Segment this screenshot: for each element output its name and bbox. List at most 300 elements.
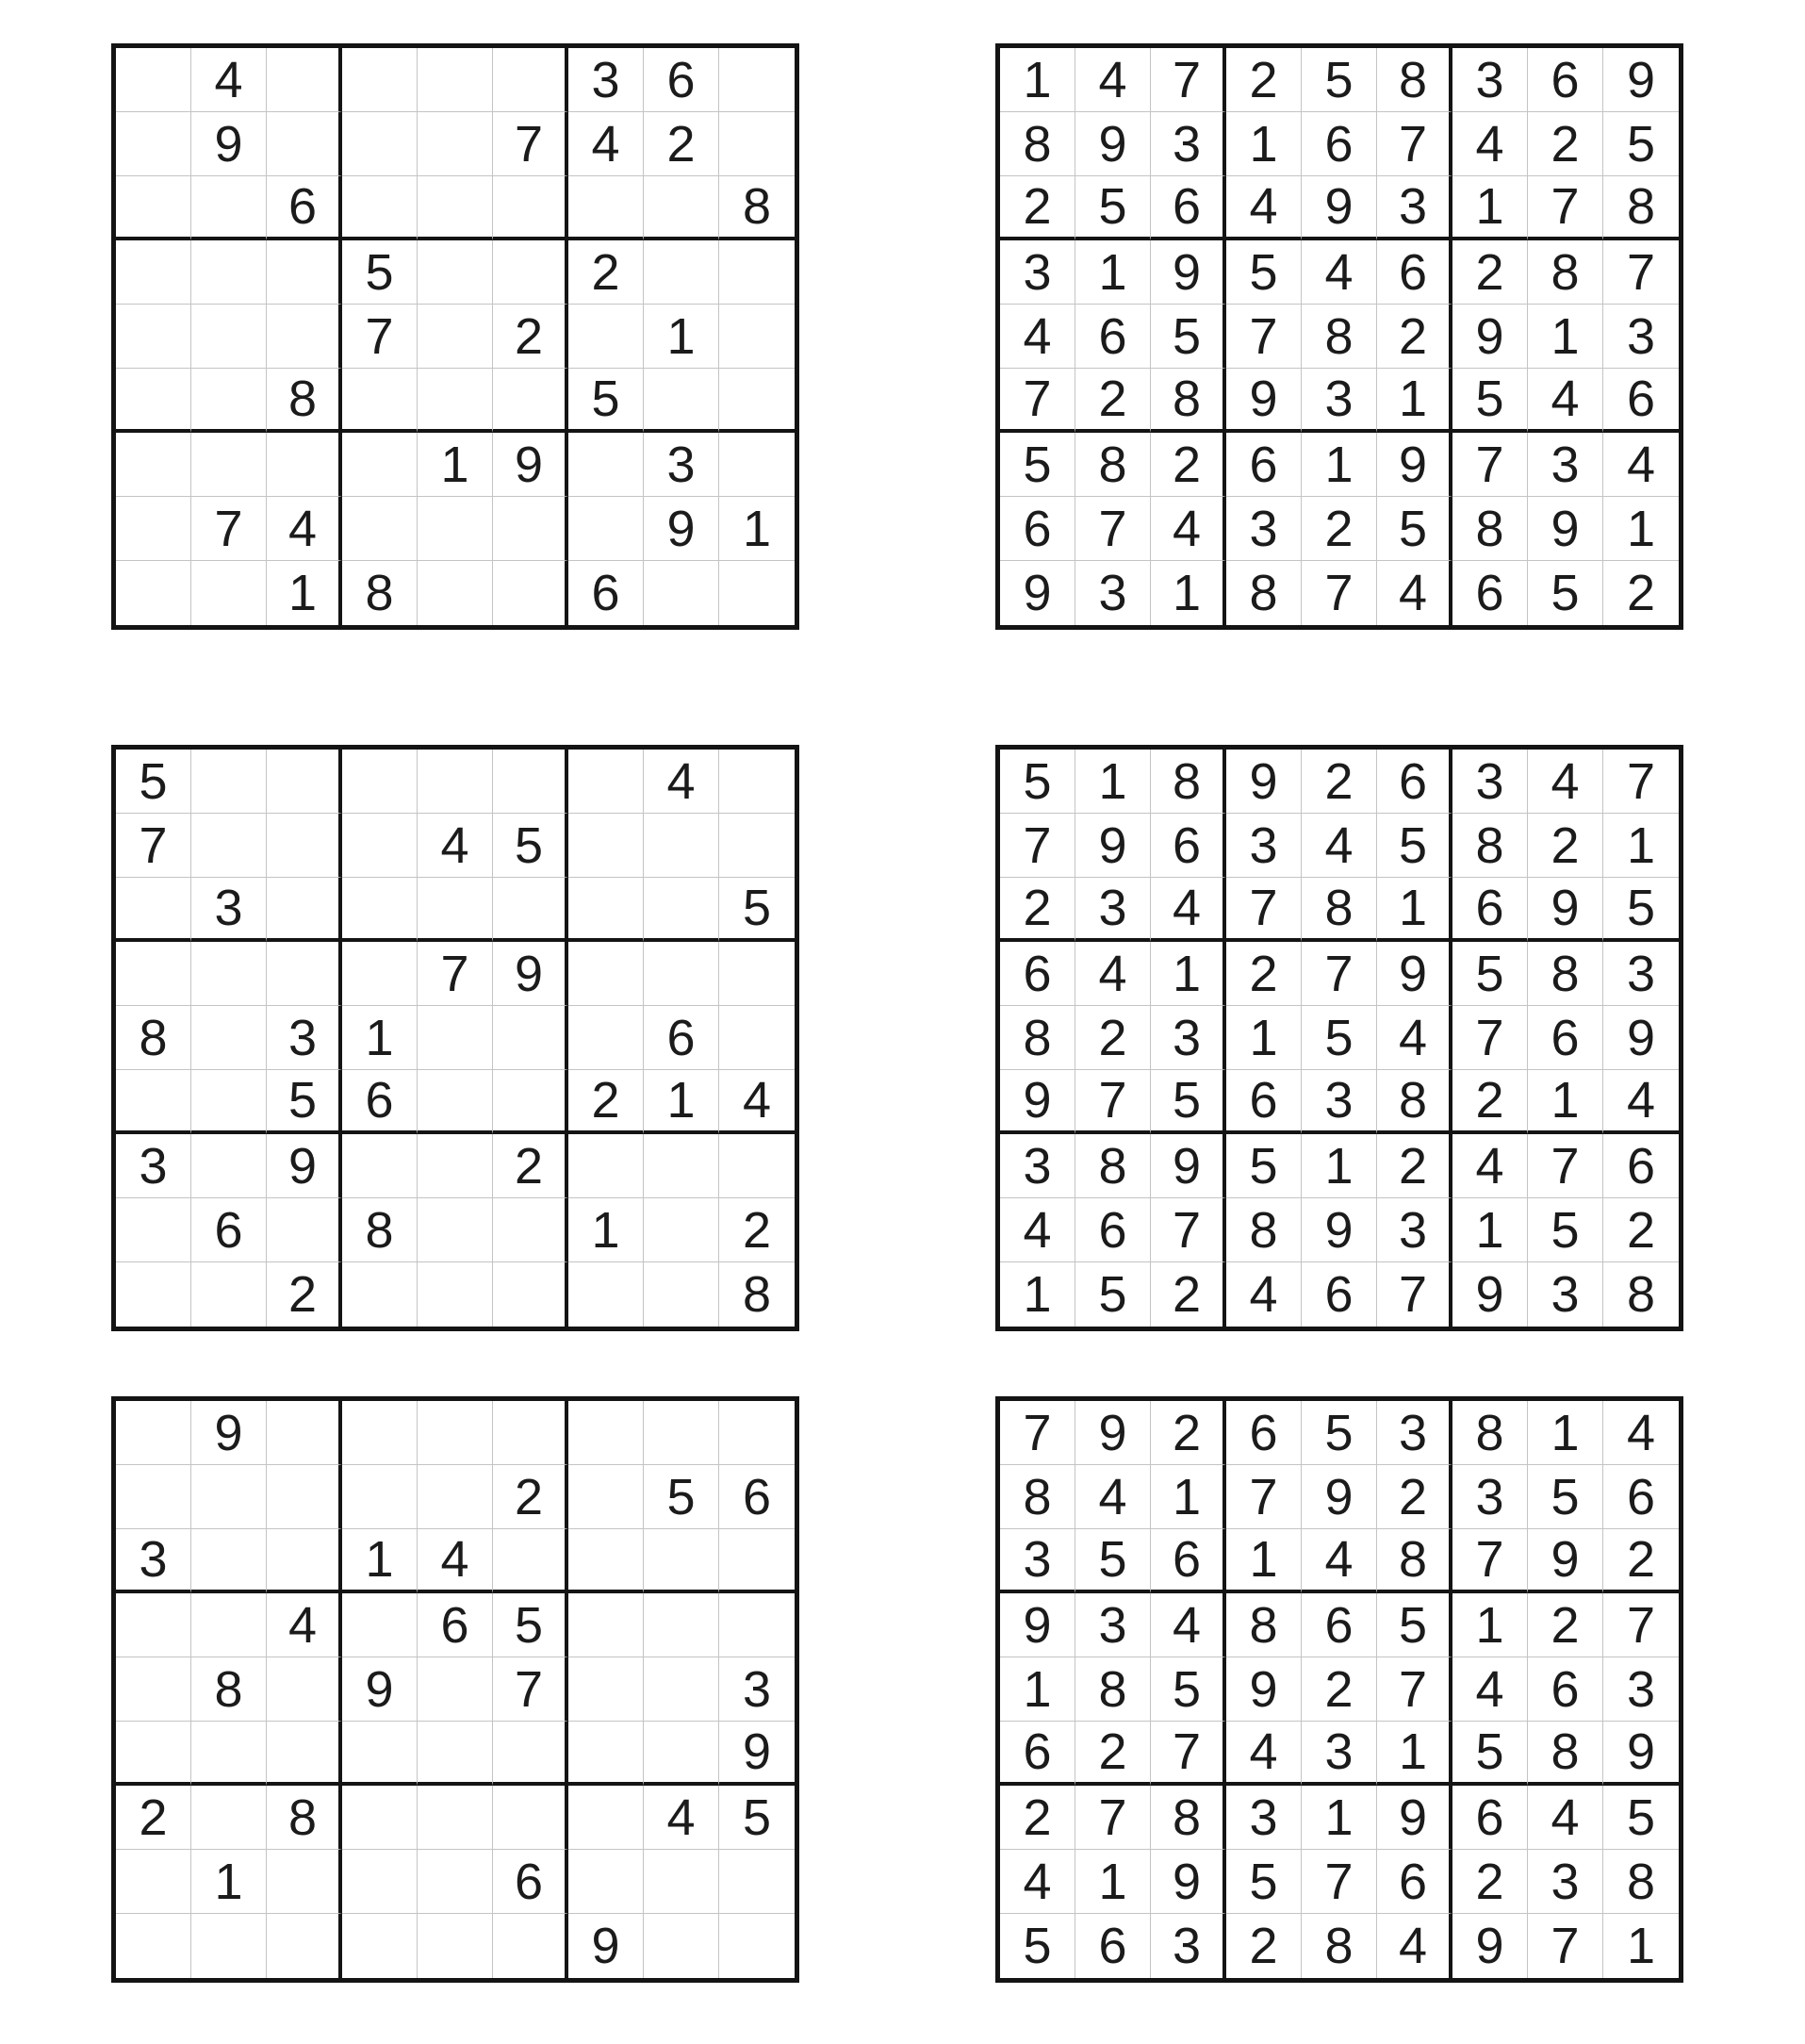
sudoku-cell-r4-c1: 3	[1000, 240, 1075, 305]
sudoku-cell-r9-c2: 5	[1075, 1262, 1151, 1327]
sudoku-cell-r5-c7: 7	[1452, 1006, 1528, 1070]
sudoku-cell-r4-c1: 6	[1000, 942, 1075, 1006]
sudoku-cell-r1-c5: 5	[1302, 48, 1377, 112]
sudoku-cell-r4-c1	[116, 942, 191, 1006]
sudoku-cell-r7-c2	[191, 1786, 267, 1850]
sudoku-cell-r5-c8: 6	[1528, 1657, 1603, 1722]
sudoku-cell-r6-c4: 9	[1226, 369, 1302, 433]
sudoku-cell-r4-c4: 5	[1226, 240, 1302, 305]
sudoku-cell-r5-c3	[267, 305, 342, 369]
sudoku-cell-r6-c5	[418, 1070, 493, 1134]
sudoku-cell-r7-c9	[719, 1134, 795, 1198]
sudoku-cell-r9-c5	[418, 1914, 493, 1978]
sudoku-cell-r5-c9: 9	[1603, 1006, 1679, 1070]
sudoku-cell-r6-c6	[493, 1722, 568, 1786]
sudoku-cell-r1-c6	[493, 750, 568, 814]
sudoku-cell-r9-c4: 2	[1226, 1914, 1302, 1978]
sudoku-cell-r6-c2	[191, 1070, 267, 1134]
sudoku-cell-r6-c9: 9	[719, 1722, 795, 1786]
sudoku-cell-r2-c4: 7	[1226, 1465, 1302, 1529]
sudoku-cell-r5-c6: 2	[493, 305, 568, 369]
puzzle-grid-1	[111, 43, 799, 630]
sudoku-cell-r4-c6: 9	[493, 942, 568, 1006]
sudoku-cell-r9-c8	[644, 1914, 719, 1978]
sudoku-cell-r4-c2: 1	[1075, 240, 1151, 305]
sudoku-cell-r1-c5: 2	[1302, 750, 1377, 814]
sudoku-cell-r7-c6: 9	[1377, 433, 1452, 497]
sudoku-cell-r5-c4: 9	[342, 1657, 418, 1722]
sudoku-cell-r1-c8	[644, 1401, 719, 1465]
sudoku-cell-r2-c3	[267, 814, 342, 878]
solution-grid-1	[995, 43, 1683, 630]
sudoku-cell-r1-c3	[267, 750, 342, 814]
sudoku-cell-r5-c7: 9	[1452, 305, 1528, 369]
sudoku-cell-r5-c4: 7	[1226, 305, 1302, 369]
sudoku-cell-r3-c3	[267, 1529, 342, 1593]
sudoku-cell-r4-c5	[418, 240, 493, 305]
sudoku-cell-r7-c5: 1	[1302, 1134, 1377, 1198]
sudoku-cell-r1-c5	[418, 48, 493, 112]
sudoku-cell-r5-c8: 1	[644, 305, 719, 369]
sudoku-cell-r5-c2	[191, 305, 267, 369]
sudoku-cell-r3-c7: 6	[1452, 878, 1528, 942]
sudoku-cell-r9-c3: 2	[1151, 1262, 1226, 1327]
sudoku-cell-r3-c5: 4	[1302, 1529, 1377, 1593]
sudoku-cell-r2-c5	[418, 1465, 493, 1529]
sudoku-cell-r9-c7: 9	[1452, 1914, 1528, 1978]
sudoku-cell-r8-c6: 3	[1377, 1198, 1452, 1262]
sudoku-cell-r9-c5	[418, 1262, 493, 1327]
sudoku-cell-r3-c3: 6	[267, 176, 342, 240]
sudoku-cell-r7-c6: 9	[493, 433, 568, 497]
sudoku-cell-r3-c1: 2	[1000, 176, 1075, 240]
sudoku-cell-r8-c3: 9	[1151, 1850, 1226, 1914]
sudoku-cell-r3-c4	[342, 878, 418, 942]
sudoku-cell-r8-c9: 1	[719, 497, 795, 561]
sudoku-cell-r3-c6: 3	[1377, 176, 1452, 240]
sudoku-cell-r6-c1: 9	[1000, 1070, 1075, 1134]
sudoku-cell-r1-c9	[719, 1401, 795, 1465]
sudoku-cell-r3-c5: 4	[418, 1529, 493, 1593]
sudoku-cell-r7-c8: 4	[1528, 1786, 1603, 1850]
sudoku-cell-r4-c3: 1	[1151, 942, 1226, 1006]
sudoku-cell-r4-c2: 4	[1075, 942, 1151, 1006]
sudoku-cell-r7-c6: 9	[1377, 1786, 1452, 1850]
sudoku-cell-r9-c4	[342, 1914, 418, 1978]
sudoku-cell-r8-c9: 1	[1603, 497, 1679, 561]
sudoku-cell-r1-c2: 1	[1075, 750, 1151, 814]
sudoku-cell-r7-c5	[418, 1786, 493, 1850]
sudoku-cell-r3-c7	[568, 176, 644, 240]
sudoku-cell-r7-c2: 8	[1075, 433, 1151, 497]
sudoku-cell-r8-c4: 3	[1226, 497, 1302, 561]
sudoku-cell-r2-c3: 6	[1151, 814, 1226, 878]
sudoku-cell-r5-c5	[418, 1657, 493, 1722]
sudoku-cell-r6-c4: 4	[1226, 1722, 1302, 1786]
sudoku-cell-r2-c8: 2	[644, 112, 719, 176]
sudoku-cell-r9-c1: 1	[1000, 1262, 1075, 1327]
sudoku-cell-r4-c8: 8	[1528, 240, 1603, 305]
sudoku-cell-r1-c4	[342, 1401, 418, 1465]
sudoku-cell-r9-c1	[116, 561, 191, 625]
sudoku-cell-r3-c9: 8	[719, 176, 795, 240]
sudoku-cell-r1-c3: 8	[1151, 750, 1226, 814]
sudoku-cell-r4-c9	[719, 240, 795, 305]
sudoku-cell-r4-c3: 9	[1151, 240, 1226, 305]
sudoku-cell-r1-c2: 9	[191, 1401, 267, 1465]
sudoku-cell-r8-c1: 4	[1000, 1850, 1075, 1914]
sudoku-cell-r7-c3	[267, 433, 342, 497]
sudoku-cell-r8-c9	[719, 1850, 795, 1914]
sudoku-cell-r9-c6	[493, 561, 568, 625]
sudoku-cell-r3-c9: 2	[1603, 1529, 1679, 1593]
sudoku-cell-r1-c9: 9	[1603, 48, 1679, 112]
sudoku-cell-r1-c7: 8	[1452, 1401, 1528, 1465]
sudoku-cell-r3-c3	[267, 878, 342, 942]
sudoku-cell-r2-c2	[191, 1465, 267, 1529]
sudoku-cell-r2-c3: 3	[1151, 112, 1226, 176]
sudoku-cell-r5-c8: 1	[1528, 305, 1603, 369]
sudoku-cell-r1-c3: 2	[1151, 1401, 1226, 1465]
sudoku-cell-r6-c7: 5	[568, 369, 644, 433]
sudoku-cell-r8-c4	[342, 1850, 418, 1914]
sudoku-cell-r8-c4: 8	[1226, 1198, 1302, 1262]
sudoku-cell-r2-c2	[191, 814, 267, 878]
sudoku-cell-r9-c4	[342, 1262, 418, 1327]
sudoku-cell-r3-c4	[342, 176, 418, 240]
sudoku-cell-r2-c9: 5	[1603, 112, 1679, 176]
sudoku-cell-r6-c9: 4	[719, 1070, 795, 1134]
sudoku-cell-r6-c4	[342, 369, 418, 433]
sudoku-cell-r8-c5	[418, 1850, 493, 1914]
sudoku-cell-r5-c7	[568, 305, 644, 369]
sudoku-cell-r8-c9: 2	[1603, 1198, 1679, 1262]
sudoku-cell-r1-c5	[418, 750, 493, 814]
sudoku-cell-r3-c4: 1	[342, 1529, 418, 1593]
sudoku-cell-r1-c9: 7	[1603, 750, 1679, 814]
sudoku-cell-r1-c4: 6	[1226, 1401, 1302, 1465]
sudoku-cell-r5-c9	[719, 305, 795, 369]
sudoku-cell-r7-c8: 7	[1528, 1134, 1603, 1198]
sudoku-cell-r4-c7: 5	[1452, 942, 1528, 1006]
sudoku-cell-r5-c8: 6	[1528, 1006, 1603, 1070]
solution-grid-2	[995, 745, 1683, 1331]
sudoku-cell-r5-c2: 8	[191, 1657, 267, 1722]
sudoku-cell-r8-c6: 6	[1377, 1850, 1452, 1914]
sudoku-cell-r9-c3: 1	[1151, 561, 1226, 625]
sudoku-cell-r4-c5: 4	[1302, 240, 1377, 305]
sudoku-cell-r6-c5: 3	[1302, 1070, 1377, 1134]
sudoku-cell-r6-c1: 6	[1000, 1722, 1075, 1786]
sudoku-cell-r7-c8: 3	[644, 433, 719, 497]
sudoku-cell-r5-c5	[418, 305, 493, 369]
sudoku-cell-r2-c6: 5	[493, 814, 568, 878]
sudoku-cell-r8-c7: 1	[1452, 1198, 1528, 1262]
sudoku-cell-r6-c7	[568, 1722, 644, 1786]
sudoku-cell-r7-c4: 6	[1226, 433, 1302, 497]
sudoku-cell-r6-c8: 8	[1528, 1722, 1603, 1786]
sudoku-cell-r3-c5: 8	[1302, 878, 1377, 942]
sudoku-cell-r3-c8	[644, 878, 719, 942]
sudoku-cell-r4-c8: 2	[1528, 1593, 1603, 1657]
sudoku-cell-r4-c2	[191, 1593, 267, 1657]
sudoku-cell-r1-c1: 1	[1000, 48, 1075, 112]
sudoku-cell-r9-c9: 1	[1626, 1918, 1656, 1974]
sudoku-cell-r9-c6: 4	[1377, 1914, 1452, 1978]
sudoku-cell-r2-c4	[342, 1465, 418, 1529]
sudoku-cell-r9-c1: 9	[1000, 561, 1075, 625]
sudoku-cell-r1-c3	[267, 1401, 342, 1465]
sudoku-cell-r5-c5	[418, 1006, 493, 1070]
sudoku-cell-r2-c4: 3	[1226, 814, 1302, 878]
sudoku-cell-r3-c9: 5	[1603, 878, 1679, 942]
sudoku-cell-r6-c2	[191, 1722, 267, 1786]
sudoku-cell-r1-c1: 5	[116, 750, 191, 814]
sudoku-cell-r2-c1: 7	[116, 814, 191, 878]
sudoku-cell-r8-c2: 1	[191, 1850, 267, 1914]
sudoku-cell-r2-c9: 6	[1603, 1465, 1679, 1529]
sudoku-cell-r7-c1: 5	[1000, 433, 1075, 497]
sudoku-cell-r8-c3	[267, 1850, 342, 1914]
sudoku-cell-r1-c7: 3	[1452, 48, 1528, 112]
sudoku-cell-r7-c3: 9	[1151, 1134, 1226, 1198]
sudoku-cell-r6-c2: 2	[1075, 1722, 1151, 1786]
sudoku-cell-r2-c2: 9	[191, 112, 267, 176]
sudoku-cell-r4-c9: 7	[1603, 240, 1679, 305]
sudoku-cell-r3-c8	[644, 1529, 719, 1593]
sudoku-cell-r8-c5: 7	[1302, 1850, 1377, 1914]
sudoku-cell-r8-c8: 3	[1528, 1850, 1603, 1914]
sudoku-cell-r6-c1: 7	[1000, 369, 1075, 433]
sudoku-cell-r5-c1: 4	[1000, 305, 1075, 369]
sudoku-cell-r2-c7	[568, 1465, 644, 1529]
sudoku-cell-r8-c2: 1	[1075, 1850, 1151, 1914]
sudoku-cell-r9-c5: 6	[1302, 1262, 1377, 1327]
sudoku-cell-r7-c9	[719, 433, 795, 497]
sudoku-cell-r1-c2: 4	[1075, 48, 1151, 112]
puzzle-grid-3	[111, 1396, 799, 1983]
sudoku-cell-r8-c3: 4	[1151, 497, 1226, 561]
sudoku-cell-r4-c5: 7	[1302, 942, 1377, 1006]
sudoku-cell-r7-c9: 6	[1603, 1134, 1679, 1198]
sudoku-cell-r4-c1	[116, 240, 191, 305]
sudoku-cell-r3-c8: 9	[1528, 1529, 1603, 1593]
sudoku-cell-r8-c5	[418, 497, 493, 561]
sudoku-cell-r9-c5: 7	[1302, 561, 1377, 625]
sudoku-cell-r4-c8: 8	[1528, 942, 1603, 1006]
sudoku-cell-r6-c5: 3	[1302, 369, 1377, 433]
sudoku-cell-r1-c7	[568, 1401, 644, 1465]
sudoku-cell-r2-c9	[719, 814, 795, 878]
sudoku-cell-r1-c9	[719, 750, 795, 814]
sudoku-cell-r7-c7	[568, 1786, 644, 1850]
sudoku-cell-r9-c2	[191, 561, 267, 625]
sudoku-cell-r1-c6: 8	[1377, 48, 1452, 112]
sudoku-cell-r1-c5: 5	[1302, 1401, 1377, 1465]
sudoku-cell-r5-c2: 6	[1075, 305, 1151, 369]
sudoku-cell-r2-c8: 2	[1528, 814, 1603, 878]
sudoku-cell-r4-c7	[568, 942, 644, 1006]
sudoku-cell-r4-c6: 6	[1377, 240, 1452, 305]
sudoku-cell-r8-c6: 6	[493, 1850, 568, 1914]
puzzle-grid-2	[111, 745, 799, 1331]
sudoku-cell-r6-c5: 3	[1302, 1722, 1377, 1786]
sudoku-cell-r8-c2: 6	[191, 1198, 267, 1262]
sudoku-cell-r6-c5	[418, 369, 493, 433]
sudoku-cell-r9-c3: 1	[267, 561, 342, 625]
sudoku-cell-r1-c1: 5	[1000, 750, 1075, 814]
sudoku-cell-r4-c9: 7	[1603, 1593, 1679, 1657]
sudoku-cell-r7-c4: 5	[1226, 1134, 1302, 1198]
sudoku-cell-r5-c1: 1	[1000, 1657, 1075, 1722]
sudoku-cell-r4-c1	[116, 1593, 191, 1657]
sudoku-cell-r4-c3	[267, 942, 342, 1006]
sudoku-cell-r2-c7: 4	[568, 112, 644, 176]
sudoku-cell-r8-c7	[568, 1850, 644, 1914]
sudoku-cell-r2-c5: 6	[1302, 112, 1377, 176]
sudoku-cell-r1-c1	[116, 48, 191, 112]
sudoku-cell-r7-c8: 3	[1528, 433, 1603, 497]
sudoku-cell-r5-c6: 7	[1377, 1657, 1452, 1722]
sudoku-cell-r5-c7: 4	[1452, 1657, 1528, 1722]
sudoku-cell-r9-c4: 8	[342, 561, 418, 625]
sudoku-cell-r3-c8	[644, 176, 719, 240]
sudoku-cell-r8-c6	[493, 1198, 568, 1262]
sudoku-cell-r8-c9: 8	[1603, 1850, 1679, 1914]
sudoku-cell-r1-c4: 2	[1226, 48, 1302, 112]
sudoku-cell-r9-c9	[719, 1914, 795, 1978]
sudoku-cell-r7-c3: 2	[1151, 433, 1226, 497]
sudoku-cell-r4-c6: 5	[493, 1593, 568, 1657]
sudoku-cell-r7-c4: 3	[1226, 1786, 1302, 1850]
sudoku-cell-r9-c6	[493, 1914, 568, 1978]
sudoku-cell-r1-c2: 4	[191, 48, 267, 112]
sudoku-cell-r7-c1	[116, 433, 191, 497]
sudoku-cell-r2-c4: 1	[1226, 112, 1302, 176]
sudoku-cell-r9-c9: 8	[742, 1266, 772, 1323]
sudoku-cell-r8-c8: 5	[1528, 1198, 1603, 1262]
sudoku-cell-r7-c5: 1	[418, 433, 493, 497]
sudoku-cell-r3-c1	[116, 176, 191, 240]
sudoku-cell-r7-c5	[418, 1134, 493, 1198]
sudoku-cell-r9-c7: 6	[1452, 561, 1528, 625]
sudoku-cell-r4-c5: 7	[418, 942, 493, 1006]
sudoku-cell-r5-c6: 4	[1377, 1006, 1452, 1070]
sudoku-cell-r8-c7: 1	[568, 1198, 644, 1262]
sudoku-cell-r5-c9: 3	[719, 1657, 795, 1722]
sudoku-cell-r8-c8: 9	[1528, 497, 1603, 561]
sudoku-cell-r5-c4: 1	[342, 1006, 418, 1070]
sudoku-cell-r6-c8: 1	[1528, 1070, 1603, 1134]
sudoku-cell-r1-c5	[418, 1401, 493, 1465]
sudoku-cell-r9-c6	[493, 1262, 568, 1327]
sudoku-cell-r9-c8: 7	[1528, 1914, 1603, 1978]
sudoku-cell-r9-c2	[191, 1914, 267, 1978]
sudoku-cell-r5-c2: 8	[1075, 1657, 1151, 1722]
sudoku-cell-r2-c7	[568, 814, 644, 878]
sudoku-cell-r2-c5: 4	[1302, 814, 1377, 878]
sudoku-cell-r5-c4: 9	[1226, 1657, 1302, 1722]
sudoku-cell-r9-c5	[418, 561, 493, 625]
sudoku-cell-r1-c6	[493, 1401, 568, 1465]
sudoku-cell-r9-c3: 2	[267, 1262, 342, 1327]
sudoku-cell-r1-c8: 1	[1528, 1401, 1603, 1465]
sudoku-cell-r6-c4	[342, 1722, 418, 1786]
sudoku-cell-r2-c1: 8	[1000, 1465, 1075, 1529]
sudoku-cell-r9-c4: 4	[1226, 1262, 1302, 1327]
sudoku-cell-r7-c6: 2	[1377, 1134, 1452, 1198]
sudoku-cell-r5-c3	[267, 1657, 342, 1722]
sudoku-cell-r8-c2: 6	[1075, 1198, 1151, 1262]
sudoku-cell-r4-c2	[191, 240, 267, 305]
sudoku-cell-r4-c6: 5	[1377, 1593, 1452, 1657]
sudoku-cell-r2-c4	[342, 112, 418, 176]
sudoku-cell-r4-c5: 6	[418, 1593, 493, 1657]
sudoku-cell-r5-c5: 5	[1302, 1006, 1377, 1070]
sudoku-cell-r4-c7: 1	[1452, 1593, 1528, 1657]
sudoku-cell-r7-c4	[342, 433, 418, 497]
sudoku-cell-r1-c6	[493, 48, 568, 112]
sudoku-cell-r6-c4: 6	[342, 1070, 418, 1134]
sudoku-cell-r8-c1: 4	[1000, 1198, 1075, 1262]
sudoku-cell-r3-c2	[191, 176, 267, 240]
sudoku-cell-r7-c2: 8	[1075, 1134, 1151, 1198]
sudoku-cell-r1-c8: 4	[1528, 750, 1603, 814]
sudoku-cell-r2-c7: 8	[1452, 814, 1528, 878]
sudoku-cell-r4-c4: 2	[1226, 942, 1302, 1006]
sudoku-cell-r8-c1	[116, 1198, 191, 1262]
sudoku-cell-r4-c9	[719, 1593, 795, 1657]
sudoku-cell-r3-c7	[568, 878, 644, 942]
sudoku-cell-r6-c7: 2	[1452, 1070, 1528, 1134]
sudoku-cell-r9-c9	[719, 561, 795, 625]
sudoku-cell-r9-c2: 3	[1075, 561, 1151, 625]
sudoku-cell-r4-c2	[191, 942, 267, 1006]
sudoku-cell-r4-c9	[719, 942, 795, 1006]
sudoku-cell-r9-c1	[116, 1262, 191, 1327]
sudoku-cell-r7-c4	[342, 1134, 418, 1198]
sudoku-cell-r7-c5: 1	[1302, 1786, 1377, 1850]
sudoku-cell-r7-c1: 3	[1000, 1134, 1075, 1198]
sudoku-cell-r9-c8	[644, 1262, 719, 1327]
sudoku-cell-r8-c5: 9	[1302, 1198, 1377, 1262]
sudoku-cell-r2-c6: 2	[1377, 1465, 1452, 1529]
sudoku-cell-r3-c7	[568, 1529, 644, 1593]
sudoku-cell-r6-c9: 9	[1603, 1722, 1679, 1786]
sudoku-cell-r2-c3: 1	[1151, 1465, 1226, 1529]
sudoku-cell-r6-c3: 5	[1151, 1070, 1226, 1134]
sudoku-cell-r1-c7: 3	[1452, 750, 1528, 814]
sudoku-cell-r1-c8: 6	[1528, 48, 1603, 112]
sudoku-cell-r2-c3	[267, 112, 342, 176]
sudoku-cell-r6-c1	[116, 369, 191, 433]
sudoku-cell-r2-c6: 2	[493, 1465, 568, 1529]
sudoku-cell-r5-c1: 8	[1000, 1006, 1075, 1070]
sudoku-cell-r4-c3	[267, 240, 342, 305]
sudoku-cell-r6-c8	[644, 369, 719, 433]
sudoku-cell-r2-c6: 7	[493, 112, 568, 176]
sudoku-cell-r6-c8: 4	[1528, 369, 1603, 433]
sudoku-cell-r4-c7: 2	[1452, 240, 1528, 305]
sudoku-cell-r6-c6	[493, 1070, 568, 1134]
sudoku-cell-r5-c2	[191, 1006, 267, 1070]
sudoku-cell-r6-c8: 1	[644, 1070, 719, 1134]
sudoku-cell-r7-c1: 2	[1000, 1786, 1075, 1850]
sudoku-cell-r9-c3: 3	[1151, 1914, 1226, 1978]
sudoku-cell-r4-c7	[568, 1593, 644, 1657]
sudoku-cell-r6-c4: 6	[1226, 1070, 1302, 1134]
sudoku-cell-r7-c6	[493, 1786, 568, 1850]
